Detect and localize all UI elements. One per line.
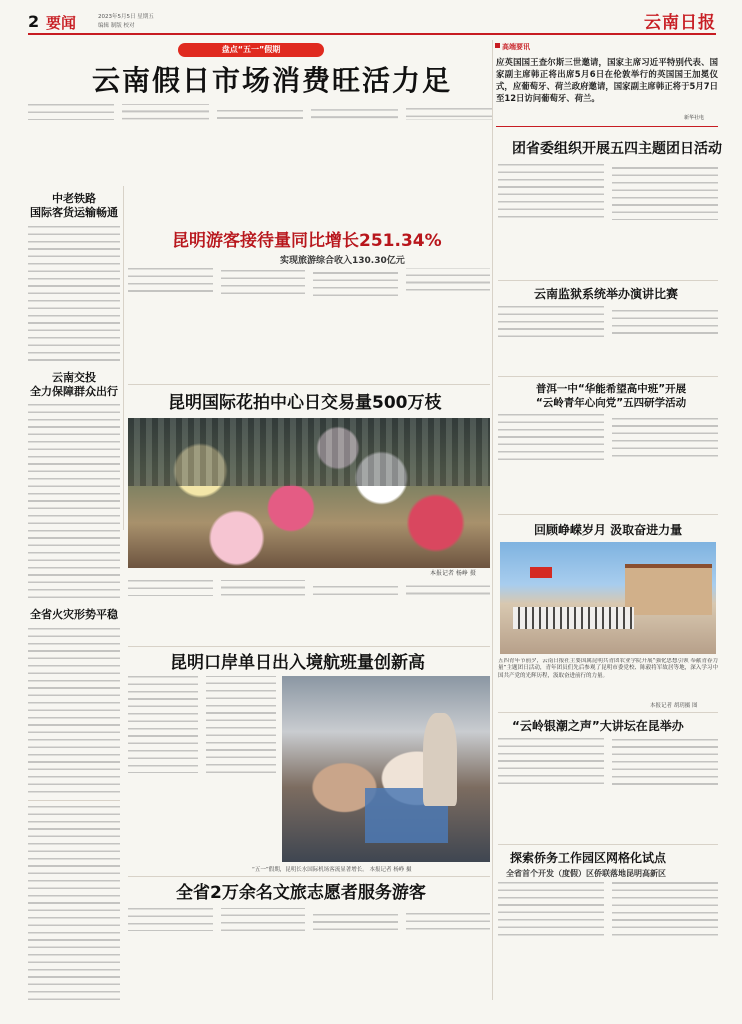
traveler-figure (423, 713, 456, 806)
flower-title: 昆明国际花拍中心日交易量500万枝 (168, 393, 442, 413)
supervision-body (498, 306, 718, 372)
kunming-divider (128, 384, 490, 385)
traffic-body (28, 404, 120, 600)
page-number: 2 (28, 12, 40, 31)
flower-body (128, 580, 490, 642)
building (625, 564, 711, 614)
airport-photo (282, 676, 490, 862)
overseas-body (498, 882, 718, 1000)
puer-title: 普洱一中“华能希望高中班”开展 “云岭青年心向党”五四研学活动 (535, 383, 687, 409)
fire-body (28, 628, 120, 798)
flower-caption: 本报记者 杨峥 摄 (430, 570, 476, 577)
port-caption: “五一”假期，昆明长水国际机场客流显著增长。 本报记者 杨峥 摄 (252, 867, 412, 873)
left-bottom-divider (28, 800, 120, 801)
history-credit: 本报记者 胡玥摄 图 (650, 703, 698, 709)
supervision-title: 云南监狱系统举办演讲比赛 (534, 287, 679, 301)
kunming-subtitle: 实现旅游综合收入130.30亿元 (280, 256, 405, 266)
youth-body (498, 164, 718, 276)
right-column-divider (492, 40, 493, 1000)
puer-divider (498, 514, 718, 515)
youth-title: 团省委组织开展五四主题团日活动 (512, 141, 722, 157)
history-caption: 五四青年节前夕，云南日报社主要国属昆明共青团农业学院开展“强化思想引领 奉献青春力量”主题团日活动，青年团员们先后参观了昆明市委党校、陈毅将军故居等地，深入学习中国共产党的光辉历程，汲取奋进前行的力量。 (498, 658, 718, 679)
hot-brief-source: 新华社电 (684, 115, 705, 121)
traffic-title: 云南交投 全力保障群众出行 (30, 371, 118, 398)
silver-body (498, 738, 718, 840)
intro-text (28, 104, 492, 182)
port-title: 昆明口岸单日出入境航班量创新高 (170, 653, 425, 673)
port-body-left (128, 676, 276, 870)
flower-market-photo (128, 418, 490, 568)
main-headline: 云南假日市场消费旺活力足 (92, 64, 453, 97)
section-label: 要闻 (46, 14, 77, 32)
railway-title: 中老铁路 国际客货运输畅通 (30, 192, 118, 219)
volunteer-body (128, 908, 490, 1000)
history-divider (498, 712, 718, 713)
silver-title: “云岭银潮之声”大讲坛在昆举办 (512, 719, 684, 733)
kunming-title: 昆明游客接待量同比增长251.34% (172, 231, 442, 251)
youth-divider (498, 280, 718, 281)
red-flag (530, 567, 552, 578)
silver-divider (498, 844, 718, 845)
fire-title: 全省火灾形势平稳 (30, 608, 118, 621)
puer-body (498, 414, 718, 510)
hot-label: 高端要讯 (502, 43, 530, 51)
kicker-banner: 盘点“五一”假期 (178, 43, 324, 57)
overseas-subtitle: 全省首个开发（度假）区侨联落地昆明高新区 (506, 869, 666, 878)
overseas-title: 探索侨务工作园区网格化试点 (510, 851, 667, 865)
masthead-logo: 云南日报 (644, 13, 716, 33)
date-line: 2023年5月5日 星期五 (98, 14, 154, 20)
history-title: 回顾峥嵘岁月 汲取奋进力量 (534, 523, 683, 537)
flower-crowd (128, 418, 490, 486)
hot-rule (496, 126, 718, 127)
header-rule (28, 33, 716, 35)
volunteer-title: 全省2万余名文旅志愿者服务游客 (176, 883, 426, 903)
left-bottom-body (28, 806, 120, 1000)
editor-line: 编辑 制版 校对 (98, 23, 135, 29)
hot-brief: 应英国国王查尔斯三世邀请，国家主席习近平特别代表、国家副主席韩正将出席5月6日在伦敦举行的英国国王加冕仪式，应葡萄牙、荷兰政府邀请，国家副主席韩正将于5月7日至12日访问葡萄牙、荷兰。 (496, 57, 718, 103)
railway-body (28, 226, 120, 366)
kunming-body (128, 268, 490, 378)
left-column-divider (123, 186, 124, 530)
hot-icon (495, 43, 500, 48)
supervision-divider (498, 376, 718, 377)
port-divider (128, 876, 490, 877)
group-people (513, 607, 634, 629)
flower-divider (128, 646, 490, 647)
history-photo (500, 542, 716, 654)
